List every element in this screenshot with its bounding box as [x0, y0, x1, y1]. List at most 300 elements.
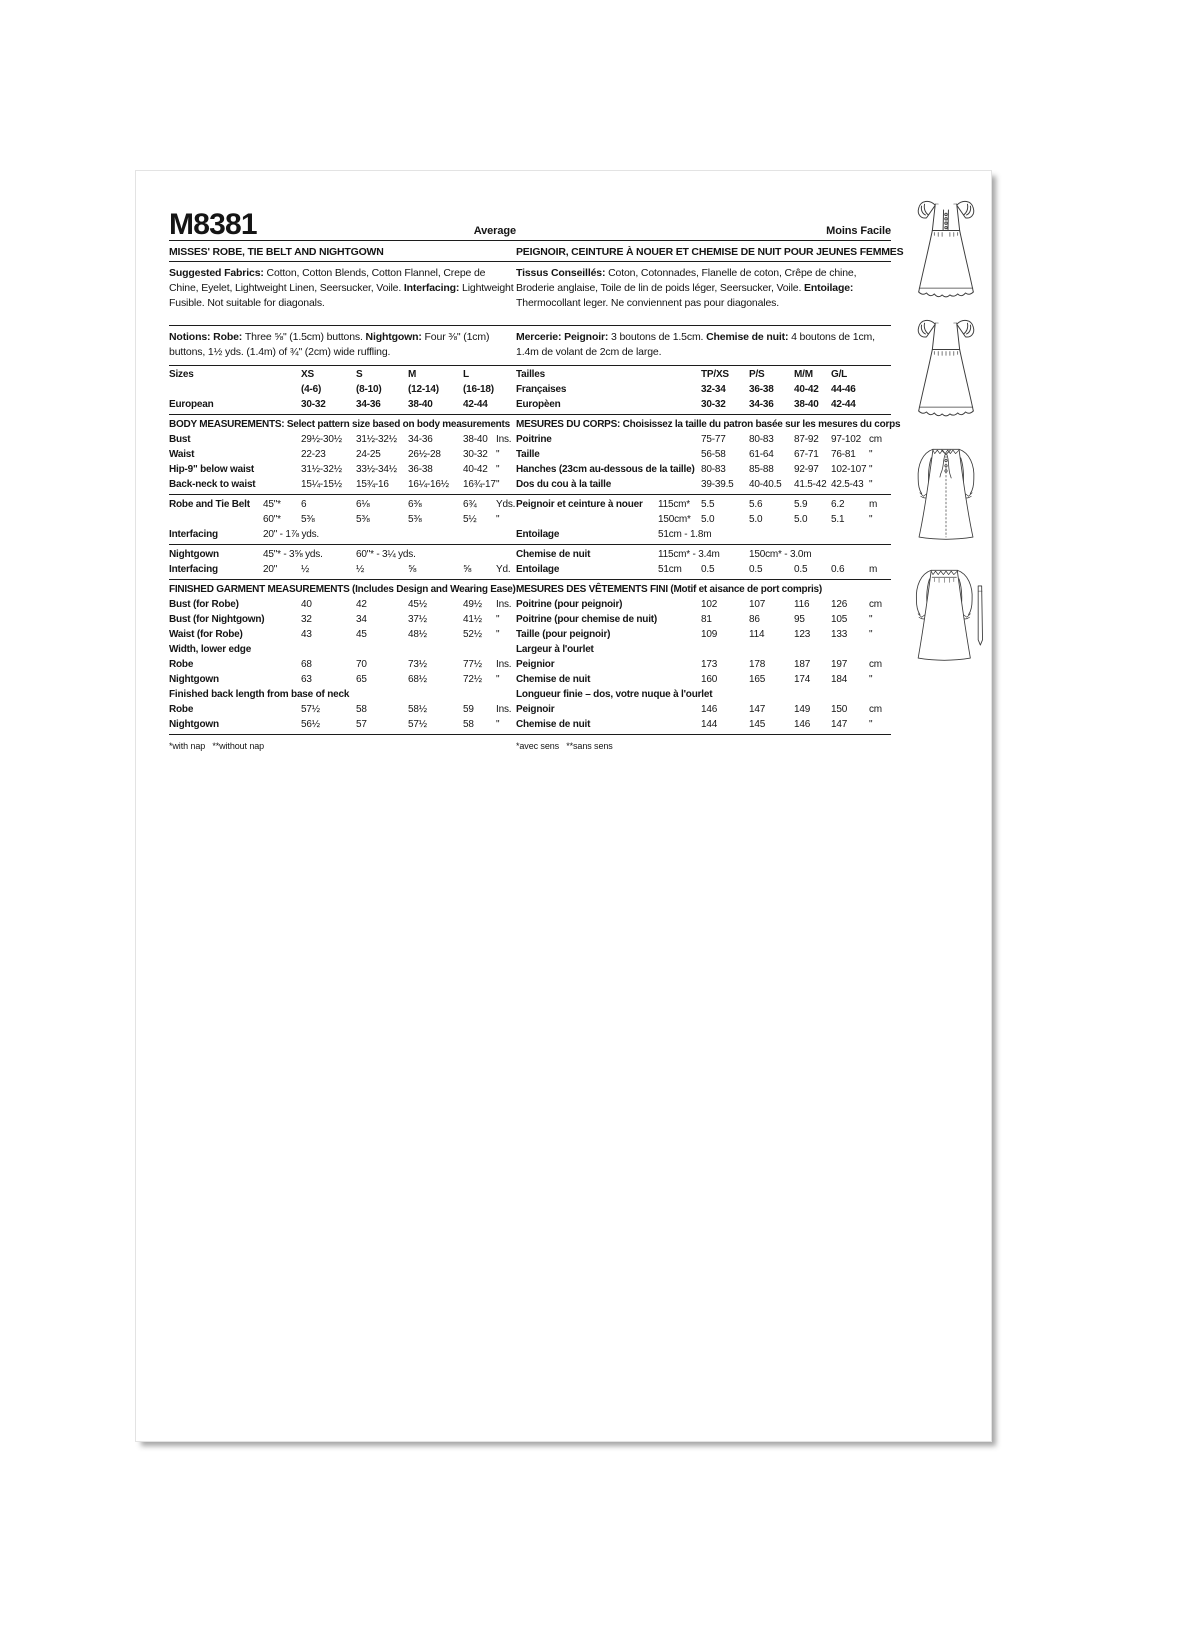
bold-text: Mercerie: Peignoir:	[516, 330, 612, 343]
suggested-fabrics-paragraph	[169, 262, 516, 326]
value-cell: 197	[831, 659, 848, 671]
value-cell: 42	[356, 599, 367, 611]
value-cell: 29½-30½	[301, 434, 342, 446]
value-cell: 36-38	[749, 384, 774, 396]
difficulty-label-en: Average	[473, 225, 516, 237]
row-label: Robe	[169, 659, 194, 671]
table-row	[169, 382, 516, 397]
value-cell: 34-36	[408, 434, 433, 446]
row-label: Europèen	[516, 399, 561, 411]
table-row	[169, 562, 516, 580]
value-cell: 52½	[463, 629, 482, 641]
value-cell: 133	[831, 629, 848, 641]
row-label: Peignoir et ceinture à nouer	[516, 499, 643, 511]
bold-text: Notions: Robe:	[169, 330, 245, 343]
table-row	[169, 642, 516, 657]
value-cell: 184	[831, 674, 848, 686]
unit-cell: Yd.	[496, 564, 511, 576]
table-row	[516, 562, 891, 580]
value-cell: 123	[794, 629, 811, 641]
text: Cotton, Cotton Blends, Cotton Flannel, Crepe de Chine, Eyelet, Lightweight Linen, Seersucker, Voile.	[169, 267, 486, 295]
value-cell: 39-39.5	[701, 479, 734, 491]
value-cell: 5⅜	[408, 514, 422, 526]
value-cell: 6¾	[463, 499, 477, 511]
value-cell: 115cm* - 3.4m	[658, 549, 720, 561]
row-label: Bust (for Nightgown)	[169, 614, 265, 626]
table-row	[169, 512, 516, 527]
unit-cell: cm	[869, 704, 882, 716]
value-cell: 36-38	[408, 464, 433, 476]
garment-title-en: MISSES' ROBE, TIE BELT AND NIGHTGOWN	[169, 241, 516, 262]
value-cell: 31½-32½	[356, 434, 397, 446]
text: Thermocollant leger. Ne conviennent pas pour diagonales.	[516, 297, 780, 310]
value-cell: 165	[749, 674, 766, 686]
row-label: Poitrine	[516, 434, 552, 446]
value-cell: 73½	[408, 659, 427, 671]
value-cell: 15¼-15½	[301, 479, 342, 491]
text: Four ⅜" (1cm) buttons, 1½ yds. (1.4m) of ¾" (2cm) wide ruffling.	[169, 330, 490, 358]
row-label: Poitrine (pour peignoir)	[516, 599, 623, 611]
unit-cell: "	[496, 449, 500, 461]
row-label: Peignoir	[516, 704, 555, 716]
value-cell: 146	[794, 719, 811, 731]
table-row	[516, 672, 891, 687]
table-row	[516, 462, 891, 477]
nightgown-back-illustration	[906, 316, 986, 426]
table-row	[516, 597, 891, 612]
value-cell: 5⅜	[301, 514, 315, 526]
value-cell: 37½	[408, 614, 427, 626]
bold-text: Chemise de nuit:	[706, 330, 792, 343]
value-cell: 24-25	[356, 449, 381, 461]
value-cell: 63	[301, 674, 312, 686]
text: Three ⅝" (1.5cm) buttons.	[244, 330, 366, 343]
value-cell: 5.0	[794, 514, 808, 526]
table-row	[169, 527, 516, 545]
value-cell: 80-83	[749, 434, 774, 446]
row-label: Finished back length from base of neck	[169, 689, 350, 701]
notions-paragraph	[169, 326, 516, 366]
unit-cell: "	[496, 674, 500, 686]
value-cell: 80-83	[701, 464, 726, 476]
value-cell: 40-42	[794, 384, 819, 396]
section-header-row	[169, 417, 516, 432]
value-cell: 0.6	[831, 564, 845, 576]
value-cell: 42-44	[831, 399, 856, 411]
unit-cell: Ins.	[496, 659, 512, 671]
value-cell: 145	[749, 719, 766, 731]
value-cell: 173	[701, 659, 718, 671]
unit-cell: "	[869, 479, 873, 491]
table-row	[169, 547, 516, 562]
value-cell: 109	[701, 629, 718, 641]
value-cell: 38-40	[463, 434, 488, 446]
value-cell: 0.5	[794, 564, 808, 576]
value-cell: 97-102	[831, 434, 861, 446]
value-cell: 174	[794, 674, 811, 686]
value-cell: 5.1	[831, 514, 845, 526]
row-label: Interfacing	[169, 564, 218, 576]
value-cell: 58	[356, 704, 367, 716]
value-cell: 68½	[408, 674, 427, 686]
value-cell: 92-97	[794, 464, 819, 476]
table-row	[516, 432, 891, 447]
value-cell: 56½	[301, 719, 320, 731]
value-cell: 87-92	[794, 434, 819, 446]
table-row	[169, 687, 516, 702]
value-cell: 40-42	[463, 464, 488, 476]
value-cell: 51cm - 1.8m	[658, 529, 712, 541]
table-row	[169, 702, 516, 717]
row-label: Nightgown	[169, 719, 219, 731]
section-title: MESURES DES VÊTEMENTS FINI (Motif et aisance de port compris)	[516, 584, 822, 596]
value-cell: 41.5-42	[794, 479, 827, 491]
value-cell: (4-6)	[301, 384, 322, 396]
value-cell: 6⅛	[356, 499, 370, 511]
row-label: Waist	[169, 449, 195, 461]
measurements-table-fr	[516, 367, 901, 735]
row-label: Nightgown	[169, 549, 219, 561]
table-row	[516, 527, 891, 545]
value-cell: 40	[301, 599, 312, 611]
unit-cell: Ins.	[496, 704, 512, 716]
unit-cell: cm	[869, 434, 882, 446]
value-cell: 56-58	[701, 449, 726, 461]
value-cell: 114	[749, 629, 765, 641]
table-row	[516, 642, 891, 657]
value-cell: 30-32	[701, 399, 726, 411]
unit-cell: cm	[869, 659, 882, 671]
table-row	[169, 432, 516, 447]
pattern-number: M8381	[169, 207, 257, 241]
row-label: Longueur finie – dos, votre nuque à l'ourlet	[516, 689, 713, 701]
value-cell: 147	[831, 719, 848, 731]
table-row	[516, 547, 891, 562]
value-cell: 57	[356, 719, 367, 731]
footnote-en: *with nap **without nap	[169, 741, 265, 752]
row-label: Tailles	[516, 369, 545, 381]
section-header-row	[516, 582, 891, 597]
value-cell: 150	[831, 704, 848, 716]
row-label: Poitrine (pour chemise de nuit)	[516, 614, 658, 626]
text: 3 boutons de 1.5cm.	[611, 330, 707, 343]
value-cell: 107	[749, 599, 766, 611]
text: Coton, Cotonnades, Flanelle de coton, Crêpe de chine, Broderie anglaise, Toile de lin de poids léger, Seersucker, Voile.	[516, 267, 857, 295]
value-cell: M/M	[794, 369, 813, 381]
value-cell: 115cm*	[658, 499, 690, 511]
robe-front-drawing	[906, 435, 986, 547]
row-label: Robe	[169, 704, 194, 716]
value-cell: 60"* - 3¼ yds.	[356, 549, 416, 561]
table-row	[169, 462, 516, 477]
value-cell: 85-88	[749, 464, 774, 476]
table-row	[516, 687, 891, 702]
value-cell: 57½	[408, 719, 427, 731]
value-cell: M	[408, 369, 417, 381]
header-left	[169, 203, 516, 241]
value-cell: 102	[701, 599, 718, 611]
row-label: Dos du cou à la taille	[516, 479, 612, 491]
unit-cell: "	[869, 514, 873, 526]
row-label: Bust	[169, 434, 191, 446]
french-column	[516, 203, 904, 752]
unit-cell: "	[869, 719, 873, 731]
section-title: BODY MEASUREMENTS: Select pattern size based on body measurements	[169, 419, 510, 431]
value-cell: 5.9	[794, 499, 808, 511]
value-cell: 22-23	[301, 449, 326, 461]
unit-cell: m	[869, 564, 878, 576]
value-cell: 150cm* - 3.0m	[749, 549, 812, 561]
value-cell: 44-46	[831, 384, 856, 396]
value-cell: 150cm*	[658, 514, 691, 526]
robe-back-drawing	[906, 556, 986, 668]
value-cell: 86	[749, 614, 760, 626]
value-cell: 40-40.5	[749, 479, 782, 491]
row-label: European	[169, 399, 214, 411]
value-cell: 30-32	[301, 399, 326, 411]
value-cell: 43	[301, 629, 312, 641]
table-row	[516, 512, 891, 527]
unit-cell: "	[496, 719, 500, 731]
nightgown-back-drawing	[906, 316, 986, 426]
value-cell: 49½	[463, 599, 482, 611]
value-cell: 187	[794, 659, 811, 671]
value-cell: 149	[794, 704, 811, 716]
value-cell: 58½	[408, 704, 427, 716]
value-cell: 0.5	[701, 564, 715, 576]
row-label: Sizes	[169, 369, 194, 381]
row-label: Taille	[516, 449, 540, 461]
table-row	[169, 717, 516, 735]
value-cell: 41½	[463, 614, 482, 626]
value-cell: L	[463, 369, 469, 381]
value-cell: 45"* - 3⅝ yds.	[263, 549, 323, 561]
value-cell: 34-36	[749, 399, 774, 411]
table-row	[516, 702, 891, 717]
value-cell: 20" - 1⅞ yds.	[263, 529, 319, 541]
value-cell: 147	[749, 704, 766, 716]
difficulty-label-fr: Moins Facile	[826, 225, 891, 237]
value-cell: ⅝	[463, 564, 472, 576]
section-header-row	[169, 582, 516, 597]
section-title: FINISHED GARMENT MEASUREMENTS (Includes Design and Wearing Ease)	[169, 584, 516, 596]
value-cell: 65	[356, 674, 367, 686]
value-cell: 95	[794, 614, 805, 626]
value-cell: 20"	[263, 564, 278, 576]
table-row	[516, 447, 891, 462]
value-cell: 102-107	[831, 464, 867, 476]
value-cell: 16¾-17	[463, 479, 496, 491]
table-row	[169, 672, 516, 687]
table-row	[516, 627, 891, 642]
value-cell: 42-44	[463, 399, 488, 411]
value-cell: 45½	[408, 599, 427, 611]
value-cell: G/L	[831, 369, 848, 381]
value-cell: 68	[301, 659, 312, 671]
value-cell: 26½-28	[408, 449, 441, 461]
unit-cell: "	[869, 629, 873, 641]
value-cell: 5.5	[701, 499, 715, 511]
table-row	[169, 612, 516, 627]
bold-text: Interfacing:	[403, 282, 463, 295]
unit-cell: Yds.	[496, 499, 516, 511]
value-cell: (12-14)	[408, 384, 439, 396]
value-cell: TP/XS	[701, 369, 729, 381]
unit-cell: "	[869, 674, 873, 686]
header-right	[516, 203, 891, 241]
value-cell: 67-71	[794, 449, 819, 461]
table-row	[169, 397, 516, 415]
value-cell: ½	[301, 564, 310, 576]
unit-cell: "	[869, 464, 873, 476]
value-cell: 32-34	[701, 384, 726, 396]
value-cell: 5.0	[701, 514, 715, 526]
value-cell: (8-10)	[356, 384, 382, 396]
text: 4 boutons de 1cm, 1.4m de volant de 2cm de large.	[516, 330, 875, 358]
value-cell: 60"*	[263, 514, 281, 526]
value-cell: 51cm	[658, 564, 682, 576]
bold-text: Nightgown:	[365, 330, 425, 343]
row-label: Robe and Tie Belt	[169, 499, 250, 511]
value-cell: 45"*	[263, 499, 281, 511]
unit-cell: "	[496, 479, 500, 491]
table-row	[169, 477, 516, 495]
section-title: MESURES DU CORPS: Choisissez la taille du patron basée sur les mesures du corps	[516, 419, 901, 431]
value-cell: 6⅜	[408, 499, 422, 511]
unit-cell: Ins.	[496, 434, 512, 446]
value-cell: 72½	[463, 674, 482, 686]
value-cell: ⅝	[408, 564, 417, 576]
value-cell: 0.5	[749, 564, 763, 576]
unit-cell: cm	[869, 599, 882, 611]
value-cell: 5.6	[749, 499, 763, 511]
row-label: Bust (for Robe)	[169, 599, 239, 611]
value-cell: 6.2	[831, 499, 845, 511]
row-label: Hip-9" below waist	[169, 464, 255, 476]
table-row	[516, 612, 891, 627]
value-cell: 58	[463, 719, 474, 731]
value-cell: 81	[701, 614, 712, 626]
value-cell: 144	[701, 719, 718, 731]
value-cell: 126	[831, 599, 848, 611]
value-cell: 34-36	[356, 399, 381, 411]
table-row	[169, 597, 516, 612]
footnote-fr: *avec sens **sans sens	[516, 741, 613, 752]
garment-illustrations	[906, 197, 986, 677]
row-label: Largeur à l'ourlet	[516, 644, 594, 656]
value-cell: P/S	[749, 369, 765, 381]
value-cell: 5⅜	[356, 514, 370, 526]
row-label: Chemise de nuit	[516, 549, 591, 561]
value-cell: 38-40	[408, 399, 433, 411]
row-label: Nightgown	[169, 674, 219, 686]
unit-cell: Ins.	[496, 599, 512, 611]
table-row	[169, 497, 516, 512]
unit-cell: "	[869, 614, 873, 626]
value-cell: 59	[463, 704, 474, 716]
row-label: Chemise de nuit	[516, 719, 591, 731]
row-label: Taille (pour peignoir)	[516, 629, 611, 641]
row-label: Chemise de nuit	[516, 674, 591, 686]
value-cell: 70	[356, 659, 367, 671]
unit-cell: "	[869, 449, 873, 461]
bold-text: Suggested Fabrics:	[169, 267, 267, 279]
table-row	[169, 627, 516, 642]
value-cell: 32	[301, 614, 312, 626]
unit-cell: "	[496, 629, 500, 641]
table-row	[516, 382, 891, 397]
value-cell: 30-32	[463, 449, 488, 461]
row-label: Width, lower edge	[169, 644, 252, 656]
value-cell: 77½	[463, 659, 482, 671]
table-row	[169, 367, 516, 382]
table-row	[516, 397, 891, 415]
value-cell: 105	[831, 614, 848, 626]
row-label: Françaises	[516, 384, 567, 396]
mercerie-paragraph	[516, 326, 891, 366]
bold-text: Entoilage:	[804, 282, 854, 295]
table-row	[516, 367, 891, 382]
tissus-conseilles-paragraph	[516, 262, 891, 326]
value-cell: 48½	[408, 629, 427, 641]
value-cell: 16¼-16½	[408, 479, 449, 491]
value-cell: 5½	[463, 514, 477, 526]
table-row	[516, 497, 891, 512]
value-cell: 116	[794, 599, 810, 611]
value-cell: S	[356, 369, 363, 381]
section-header-row	[516, 417, 901, 432]
value-cell: 160	[701, 674, 718, 686]
english-column	[169, 203, 516, 751]
value-cell: 31½-32½	[301, 464, 342, 476]
value-cell: 45	[356, 629, 367, 641]
unit-cell: "	[496, 614, 500, 626]
value-cell: 57½	[301, 704, 320, 716]
row-label: Waist (for Robe)	[169, 629, 243, 641]
value-cell: (16-18)	[463, 384, 494, 396]
value-cell: 146	[701, 704, 718, 716]
value-cell: ½	[356, 564, 365, 576]
nightgown-front-drawing	[906, 197, 986, 307]
value-cell: 76-81	[831, 449, 856, 461]
value-cell: 15¾-16	[356, 479, 389, 491]
table-row	[169, 657, 516, 672]
value-cell: 34	[356, 614, 367, 626]
value-cell: 42.5-43	[831, 479, 864, 491]
pattern-envelope-back-sheet	[135, 170, 992, 1442]
value-cell: 178	[749, 659, 766, 671]
garment-title-fr: PEIGNOIR, CEINTURE À NOUER ET CHEMISE DE NUIT POUR JEUNES FEMMES	[516, 241, 891, 262]
row-label: Entoilage	[516, 564, 560, 576]
row-label: Interfacing	[169, 529, 218, 541]
robe-back-illustration	[906, 556, 986, 668]
table-row	[516, 477, 891, 495]
value-cell: 75-77	[701, 434, 726, 446]
table-row	[516, 657, 891, 672]
value-cell: 38-40	[794, 399, 819, 411]
value-cell: 33½-34½	[356, 464, 397, 476]
text: Lightweight Fusible. Not suitable for diagonals.	[169, 282, 514, 310]
unit-cell: "	[496, 514, 500, 526]
value-cell: 6	[301, 499, 307, 511]
value-cell: XS	[301, 369, 314, 381]
value-cell: 61-64	[749, 449, 774, 461]
table-row	[169, 447, 516, 462]
row-label: Hanches (23cm au-dessous de la taille)	[516, 464, 695, 476]
measurements-table-en	[169, 367, 516, 735]
nightgown-front-illustration	[906, 197, 986, 307]
row-label: Entoilage	[516, 529, 560, 541]
